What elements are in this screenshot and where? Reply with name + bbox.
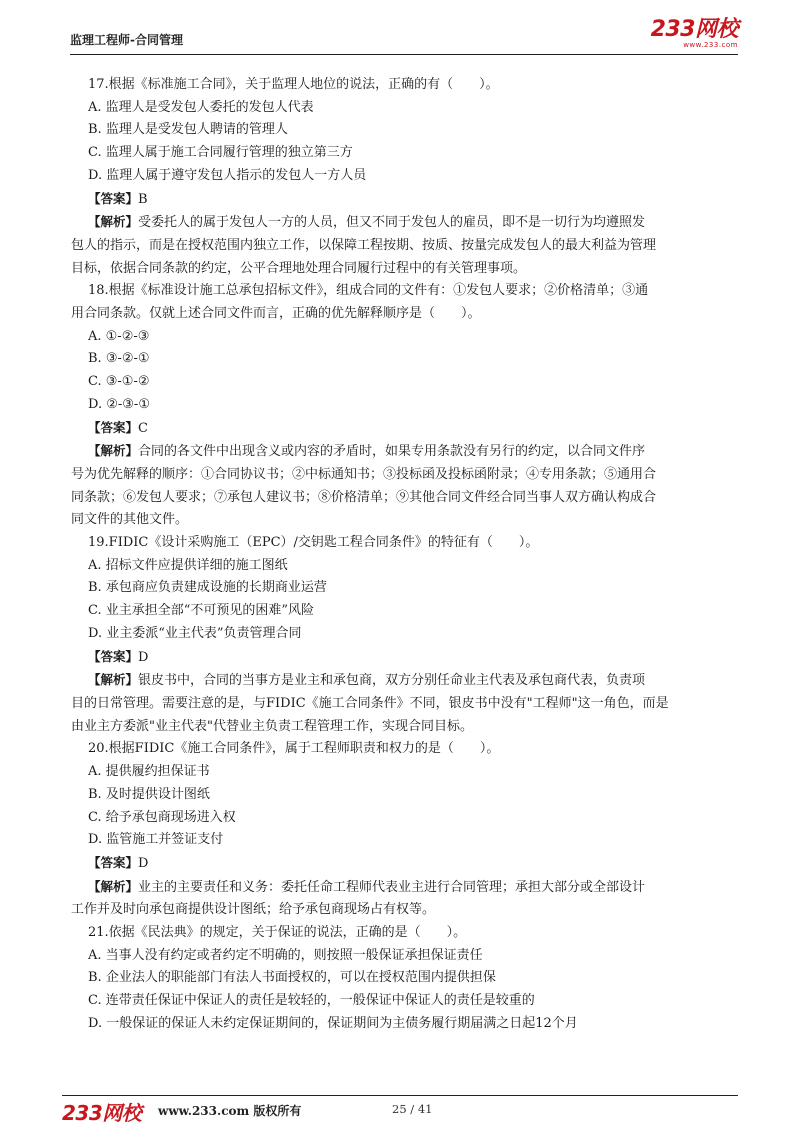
- analysis-text: 同条款；⑥发包人要求；⑦承包人建议书；⑧价格清单；⑨其他合同文件经合同当事人双方确认构成合: [71, 489, 657, 505]
- question-21: [88, 922, 738, 1036]
- answer-line: [88, 417, 738, 441]
- analysis-label: 【解析】: [88, 214, 139, 230]
- page-number: 25 / 41: [392, 1102, 433, 1116]
- analysis-text: 由业主方委派"业主代表"代替业主负责工程管理工作，实现合同目标。: [71, 718, 473, 734]
- page-footer: [62, 1095, 738, 1125]
- option-d: D. 监理人属于遵守发包人指示的发包人一方人员: [88, 167, 367, 183]
- analysis-text: 目标，依据合同条款的约定，公平合理地处理合同履行过程中的有关管理事项。: [71, 260, 527, 276]
- analysis-line: [88, 440, 738, 464]
- question-18: [71, 280, 738, 532]
- footer-logo: 233网校: [62, 1101, 142, 1125]
- analysis-text: 业主的主要责任和义务：委托任命工程师代表业主进行合同管理；承担大部分或全部设计: [138, 879, 646, 895]
- answer-value: B: [138, 191, 148, 207]
- option-c: C. 业主承担全部“不可预见的困难”风险: [88, 603, 315, 619]
- analysis-text: 同文件的其他文件。: [71, 512, 189, 528]
- answer-value: D: [138, 649, 149, 665]
- question-stem: 20.根据FIDIC《施工合同条件》，属于工程师职责和权力的是（ ）。: [88, 741, 500, 757]
- logo-text: 233网校: [650, 17, 738, 42]
- answer-value: C: [138, 420, 148, 436]
- analysis-line: [88, 876, 738, 900]
- analysis-label: 【解析】: [88, 443, 139, 459]
- header-title: 监理工程师-合同管理: [70, 33, 183, 47]
- document-body: [71, 74, 738, 1036]
- question-17: [71, 74, 738, 280]
- analysis-line: [88, 211, 738, 235]
- analysis-text: 合同的各文件中出现含义或内容的矛盾时，如果专用条款没有另行的约定，以合同文件序: [138, 444, 646, 460]
- analysis-text: 包人的指示，而是在授权范围内独立工作，以保障工程按期、按质、按量完成发包人的最大利益为管理: [71, 237, 657, 253]
- option-d: D. 业主委派“业主代表”负责管理合同: [88, 625, 302, 641]
- option-b: B. 及时提供设计图纸: [88, 786, 210, 802]
- option-b: B. 监理人是受发包人聘请的管理人: [88, 122, 288, 138]
- option-c: C. 监理人属于施工合同履行管理的独立第三方: [88, 145, 353, 161]
- footer-copyright: www.233.com 版权所有: [158, 1104, 302, 1118]
- brand-logo: [651, 18, 738, 49]
- analysis-text: 目的日常管理。需要注意的是，与FIDIC《施工合同条件》不同，银皮书中没有"工程师"这一角色，而是: [71, 695, 669, 711]
- answer-label: 【答案】: [88, 190, 139, 206]
- analysis-line: [88, 669, 738, 693]
- option-a: A. 监理人是受发包人委托的发包人代表: [88, 99, 314, 115]
- analysis-text: 银皮书中，合同的当事方是业主和承包商，双方分别任命业主代表及承包商代表，负责项: [138, 673, 646, 689]
- option-d: D. ②-③-①: [88, 396, 150, 412]
- question-stem: 21.依据《民法典》的规定，关于保证的说法，正确的是（ ）。: [88, 925, 467, 941]
- option-b: B. 企业法人的职能部门有法人书面授权的，可以在授权范围内提供担保: [88, 970, 496, 986]
- answer-line: [88, 188, 738, 212]
- option-b: B. ③-②-①: [88, 351, 150, 367]
- question-19: [71, 532, 738, 738]
- option-d: D. 一般保证的保证人未约定保证期间的，保证期间为主债务履行期届满之日起12个月: [88, 1015, 578, 1031]
- question-stem: 19.FIDIC《设计采购施工（EPC）/交钥匙工程合同条件》的特征有（ ）。: [88, 535, 539, 551]
- answer-line: [88, 646, 738, 670]
- option-a: A. 招标文件应提供详细的施工图纸: [88, 557, 288, 573]
- option-a: A. 提供履约担保证书: [88, 764, 210, 780]
- answer-value: D: [138, 855, 149, 871]
- analysis-text: 号为优先解释的顺序：①合同协议书；②中标通知书；③投标函及投标函附录；④专用条款；⑤通用合: [71, 466, 657, 482]
- answer-label: 【答案】: [88, 419, 139, 435]
- option-c: C. 连带责任保证中保证人的责任是较轻的，一般保证中保证人的责任是较重的: [88, 993, 535, 1009]
- logo-url: www.233.com: [683, 41, 738, 49]
- answer-line: [88, 852, 738, 876]
- analysis-label: 【解析】: [88, 672, 139, 688]
- analysis-text: 受委托人的属于发包人一方的人员，但又不同于发包人的雇员，即不是一切行为均遵照发: [138, 215, 646, 231]
- option-c: C. 给予承包商现场进入权: [88, 809, 236, 825]
- analysis-text: 工作并及时向承包商提供设计图纸；给予承包商现场占有权等。: [71, 902, 436, 918]
- option-a: A. ①-②-③: [88, 328, 150, 344]
- page-header: [70, 17, 738, 55]
- question-stem-cont: 用合同条款。仅就上述合同文件而言，正确的优先解释顺序是（ ）。: [71, 306, 481, 322]
- answer-label: 【答案】: [88, 648, 139, 664]
- question-stem: 18.根据《标准设计施工总承包招标文件》，组成合同的文件有：①发包人要求；②价格清单；③通: [88, 283, 649, 299]
- analysis-label: 【解析】: [88, 878, 139, 894]
- option-b: B. 承包商应负责建成设施的长期商业运营: [88, 580, 327, 596]
- answer-label: 【答案】: [88, 854, 139, 870]
- option-c: C. ③-①-②: [88, 374, 150, 390]
- option-d: D. 监管施工并签证支付: [88, 832, 224, 848]
- question-stem: 17.根据《标准施工合同》，关于监理人地位的说法，正确的有（ ）。: [88, 77, 499, 92]
- question-20: [71, 738, 738, 922]
- option-a: A. 当事人没有约定或者约定不明确的，则按照一般保证承担保证责任: [88, 947, 483, 963]
